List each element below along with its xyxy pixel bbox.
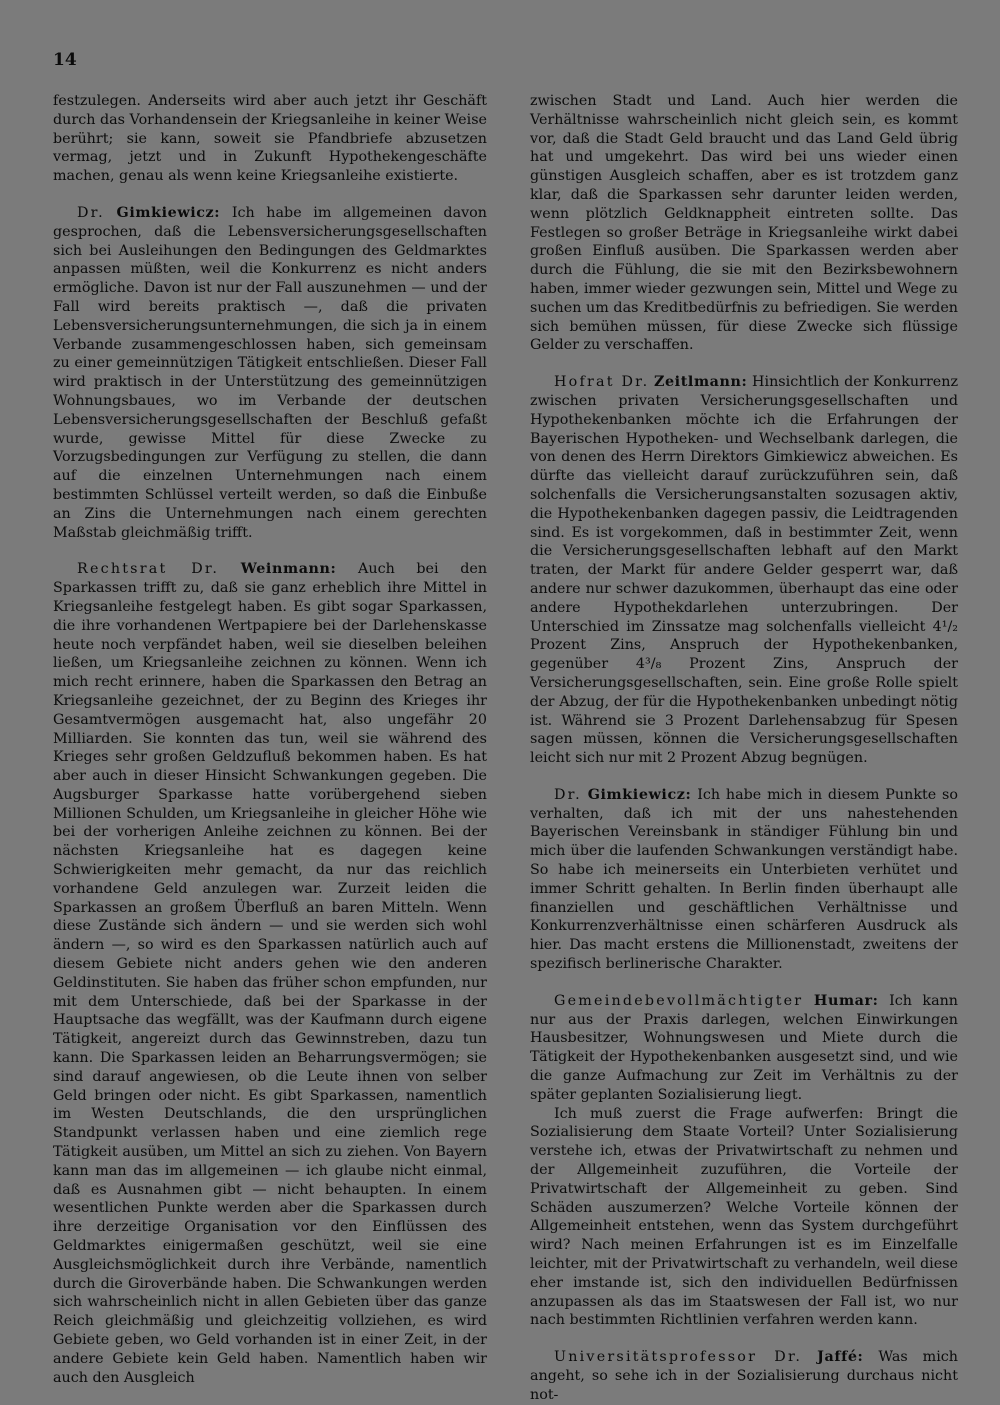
speaker-name: Weinmann: [240,561,337,578]
speaker-paragraph [530,373,958,768]
speaker-name: Zeitlmann: [653,374,748,391]
speaker-name: Gimkiewicz: [116,204,221,221]
paragraph-text: Was mich angeht, so sehe ich in der Sozialisierung durchaus nicht not- [530,1349,959,1403]
paragraph-text: Hinsichtlich der Konkurrenz zwischen privaten Versicherungsgesellschaften und Hypothekenbanken möchte ich die Erfahrungen der Bayerischen Hypotheken- und Wechselbank darlegen, die von denen des Herrn Direktors Gimkiewicz abweichen. Es dürfte das vielleicht darauf zurückzuführen sein, daß solchenfalls die Versicherungsanstalten sozusagen aktiv, die Hypothekenbanken dagegen passiv, die Leidtragenden sind. Es ist vorgekommen, daß in bestimmter Zeit, wenn die Versicherungsgesellschaften lebhaft auf den Markt traten, der Markt für andere Gelder gesperrt war, daß andere nur schwer dazukommen, überhaupt das eine oder andere Hypothekdarlehen unterzubringen. Der Unterschied im Zinssatze mag solchenfalls vielleicht 4¹/₂ Prozent Zins, Anspruch der Hypothekenbanken, gegenüber 4³/₈ Prozent Zins, Anspruch der Versicherungsgesellschaften, sein. Eine große Rolle spielt der Abzug, der für die Hypothekenbanken unbedingt nötig ist. Während sie 3 Prozent Darlehensabzug für Spesen sagen müssen, können die Versicherungsgesellschaften leicht sich nur mit 2 Prozent Abzug begnügen. [530,374,959,767]
paragraph-text: Ich habe mich in diesem Punkte so verhalten, daß ich mit der uns nahestehenden Bayerischen Vereinsbank in ständiger Fühlung bin und mich über die laufenden Schwankungen verständigt habe. So habe ich meinerseits ein Unterbieten verhütet und immer Schritt gehalten. In Berlin finden überhaupt alle finanziellen und geschäftlichen Verhältnisse und Konkurrenzverhältnisse einen schärferen Ausdruck als hier. Das macht erstens die Millionenstadt, zweitens der spezifisch berlinerische Charakter. [530,786,958,973]
speaker-title: Rechtsrat Dr. [77,561,220,578]
speaker-paragraph [530,786,958,974]
speaker-title: Universitätsprofessor Dr. [554,1349,803,1366]
paragraph: Ich muß zuerst die Frage aufwerfen: Bringt die Sozialisierung dem Staate Vorteil? Unter Sozialisierung verstehe ich, etwas der Privatwirtschaft zu nehmen und der Allgemeinheit zuzuführen, die Vorteile der Privatwirtschaft der Allgemeinheit zu geben. Sind Schäden auszumerzen? Welche Vorteile können der Allgemeinheit entstehen, wenn das System durchgeführt wird? Nach meinen Erfahrungen ist es im Einzelfalle leichter, mit der Privatwirtschaft zu verhandeln, weil diese eher imstande ist, sich den individuellen Bedürfnissen anzupassen als das im Staatswesen der Fall ist, wo nur nach bestimmten Richtlinien verfahren werden kann. [530,1105,958,1329]
speaker-name: Jaffé: [817,1349,864,1366]
speaker-paragraph [53,204,487,542]
speaker-title: Dr. [77,204,105,221]
speaker-paragraph [53,560,487,1387]
left-column [53,92,487,1387]
speaker-paragraph [530,992,958,1105]
speaker-name: Humar: [813,992,879,1009]
speaker-title: Gemeindebevollmächtigter [554,992,804,1009]
speaker-title: Dr. [554,786,582,803]
right-column [530,92,958,1405]
paragraph-text: Ich habe im allgemeinen davon gesprochen, daß die Lebensversicherungsgesellschaften sich bei Ausleihungen den Bedingungen des Geldmarktes anpassen müßten, weil die Konkurrenz es nicht anders ermögliche. Davon ist nur der Fall auszunehmen — und der Fall wird bereits praktisch —, daß die privaten Lebensversicherungsunternehmungen, die sich ja in einem Verbande zusammengeschlossen haben, sich gemeinsam zu einer gemeinnützigen Tätigkeit entschließen. Dieser Fall wird praktisch in der Unterstützung des gemeinnützigen Wohnungsbaues, wo im Verbande der deutschen Lebensversicherungsgesellschaften der Beschluß gefaßt wurde, gewisse Mittel für diese Zwecke zu Vorzugsbedingungen zur Verfügung zu stellen, die dann auf die einzelnen Unternehmungen nach einem bestimmten Schlüssel verteilt werden, so daß die Einbuße an Zins die Unternehmungen nach einem gerechten Maßstab gleichmäßig trifft. [53,204,487,541]
paragraph-text: Auch bei den Sparkassen trifft zu, daß sie ganz erheblich ihre Mittel in Kriegsanleihe festgelegt haben. Es gibt sogar Sparkassen, die ihre vorhandenen Wertpapiere bei der Darlehenskasse heute noch verpfändet haben, weil sie dieselben beleihen ließen, um Kriegsanleihe zeichnen zu können. Wenn ich mich recht erinnere, haben die Sparkassen den Betrag an Kriegsanleihe gezeichnet, der zu Beginn des Krieges ihr Gesamtvermögen ausgemacht hat, also ungefähr 20 Milliarden. Sie konnten das tun, weil sie während des Krieges sehr großen Geldzufluß bekommen haben. Es hat aber auch in dieser Hinsicht Schwankungen gegeben. Die Augsburger Sparkasse hatte vorübergehend sieben Millionen Schulden, um Kriegsanleihe in gleicher Höhe wie bei der vorherigen Anleihe zeichnen zu können. Bei der nächsten Kriegsanleihe hat es dagegen keine Schwierigkeiten mehr gemacht, da nur das reichlich vorhandene Geld anzulegen war. Zurzeit leiden die Sparkassen an großem Überfluß an baren Mitteln. Wenn diese Zustände sich ändern — und sie werden sich wohl ändern —, so wird es den Sparkassen natürlich auch auf diesem Gebiete nicht anders gehen wie den anderen Geldinstituten. Sie haben das früher schon empfunden, nur mit dem Unterschiede, daß bei der Sparkasse in der Hauptsache das wegfällt, was der Kaufmann durch eigene Tätigkeit, angereizt durch das Gewinnstreben, dazu tun kann. Die Sparkassen leiden an Beharrungsvermögen; sie sind darauf angewiesen, ob die Leute ihnen von selber Geld bringen oder nicht. Es gibt Sparkassen, namentlich im Westen Deutschlands, die den ursprünglichen Standpunkt verlassen haben und eine ziemlich rege Tätigkeit ausüben, um Mittel an sich zu ziehen. Von Bayern kann man das im allgemeinen — ich glaube nicht einmal, daß es Ausnahmen gibt — nicht behaupten. In einem wesentlichen Punkte werden aber die Sparkassen durch ihre derzeitige Organisation vor den Einflüssen des Geldmarktes einigermaßen geschützt, weil sie eine Ausgleichsmöglichkeit durch ihre Verbände, namentlich durch die Giroverbände haben. Die Schwankungen werden sich wahrscheinlich nicht in allen Gebieten über das ganze Reich gleichmäßig und gleichzeitig vollziehen, es wird Gebiete geben, wo Geld vorhanden ist in einer Zeit, in der andere Gebiete kein Geld haben. Namentlich haben wir auch den Ausgleich [53,561,488,1386]
paragraph: festzulegen. Anderseits wird aber auch jetzt ihr Geschäft durch das Vorhandensein der Kriegsanleihe in keiner Weise berührt; sie kann, soweit sie Pfandbriefe abzusetzen vermag, jetzt und in Zukunft Hypothekengeschäfte machen, genau als wenn keine Kriegsanleihe existierte. [53,93,487,185]
paragraph-text: Ich kann nur aus der Praxis darlegen, welchen Einwirkungen Hausbesitzer, Wohnungswesen und Miete durch die Tätigkeit der Hypothekenbanken ausgesetzt sind, und wie die ganze Aufmachung zur Zeit im Verhältnis zu der später geplanten Sozialisierung liegt. [530,992,959,1103]
speaker-paragraph [530,1348,958,1404]
speaker-title: Hofrat Dr. [554,374,650,391]
page-number: 14 [53,50,77,70]
speaker-name: Gimkiewicz: [587,786,692,803]
paragraph: zwischen Stadt und Land. Auch hier werden die Verhältnisse wahrscheinlich nicht gleich sein, es kommt vor, daß die Stadt Geld braucht und das Land Geld übrig hat und umgekehrt. Das wird bei uns wieder einen günstigen Ausgleich schaffen, aber es ist trotzdem ganz klar, daß die Sparkassen sehr darunter leiden werden, wenn plötzlich Geldknappheit eintreten sollte. Das Festlegen so großer Beträge in Kriegsanleihe wirkt dabei großen Einfluß ausüben. Die Sparkassen werden aber durch die Fühlung, die sie mit den Bezirksbewohnern haben, immer wieder gezwungen sein, Mittel und Wege zu suchen um das Kreditbedürfnis zu befriedigen. Sie werden sich bemühen müssen, für diese Zwecke sich flüssige Gelder zu verschaffen. [530,93,958,354]
